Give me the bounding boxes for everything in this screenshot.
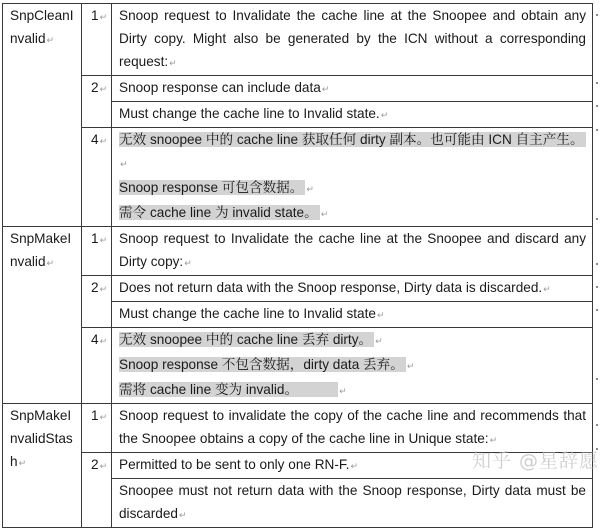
return-mark-icon: ↵: [543, 284, 551, 294]
return-mark-icon: ↵: [99, 336, 108, 346]
item-number: 4↵: [82, 328, 112, 404]
return-mark-icon: ↵: [99, 461, 108, 471]
return-mark-icon: ↵: [46, 35, 55, 45]
translation-note: [112, 128, 593, 227]
return-mark-icon: ↵: [169, 58, 177, 68]
item-number: 2↵: [82, 453, 112, 528]
return-mark-icon: ↵: [375, 336, 383, 346]
highlighted-text: Snoop response 可包含数据。: [119, 180, 304, 195]
row-end-marker: [596, 263, 598, 265]
return-mark-icon: ↵: [99, 412, 108, 422]
row-end-marker: [596, 309, 598, 311]
table-row: [3, 4, 593, 76]
item-number: 1↵: [82, 4, 112, 76]
item-description: Does not return data with the Snoop response, Dirty data is discarded.↵: [112, 276, 593, 302]
table-row: [3, 227, 593, 276]
item-number: 2↵: [82, 276, 112, 328]
table-row: [3, 404, 593, 453]
item-description: Must change the cache line to Invalid state.↵: [112, 102, 593, 128]
item-description: Snoop response can include data↵: [112, 76, 593, 102]
item-number: 4↵: [82, 128, 112, 227]
item-number: 1↵: [82, 404, 112, 453]
return-mark-icon: ↵: [99, 284, 108, 294]
row-end-marker: [596, 448, 598, 450]
item-description: Snoopee must not return data with the Snoop response, Dirty data must be discarded↵: [112, 479, 593, 528]
return-mark-icon: ↵: [99, 84, 108, 94]
return-mark-icon: ↵: [18, 458, 27, 468]
watermark: 知乎 @星辞愿: [472, 450, 600, 472]
table-row: [3, 276, 593, 302]
return-mark-icon: ↵: [406, 361, 415, 371]
request-name-line: nvalid: [10, 254, 46, 269]
item-description: Snoop request to Invalidate the cache line at the Snoopee and discard any Dirty copy:↵: [112, 227, 593, 276]
table-row: [3, 76, 593, 102]
return-mark-icon: ↵: [489, 435, 498, 445]
table-row: [3, 453, 593, 479]
row-end-marker: [596, 82, 598, 84]
return-mark-icon: ↵: [320, 209, 329, 219]
row-end-marker: [596, 14, 598, 16]
request-name-line: SnpMakeI: [10, 231, 72, 246]
table-row: [3, 128, 593, 227]
return-mark-icon: ↵: [46, 258, 55, 268]
return-mark-icon: ↵: [339, 386, 347, 396]
row-end-marker: [596, 218, 598, 220]
row-end-marker: [596, 286, 598, 288]
highlighted-text: 无效 snoopee 中的 cache line 获取任何 dirty 副本。也可能由 ICN 自主产生。: [119, 132, 584, 147]
highlighted-text: 需将 cache line 变为 invalid。: [119, 382, 338, 397]
item-number: 1↵: [82, 227, 112, 276]
row-end-marker: [596, 105, 598, 107]
return-mark-icon: ↵: [99, 12, 108, 22]
return-mark-icon: ↵: [321, 84, 330, 94]
return-mark-icon: ↵: [120, 159, 128, 169]
request-name-cell: [3, 4, 82, 227]
return-mark-icon: ↵: [99, 235, 108, 245]
row-end-marker: [596, 378, 598, 380]
return-mark-icon: ↵: [350, 461, 358, 471]
return-mark-icon: ↵: [184, 258, 192, 268]
request-name-line: SnpCleanI: [10, 8, 74, 23]
return-mark-icon: ↵: [376, 310, 385, 320]
request-name-cell: [3, 404, 82, 528]
request-name-line: nvalidStas: [10, 431, 73, 446]
return-mark-icon: ↵: [306, 184, 314, 194]
item-description: Must change the cache line to Invalid state↵: [112, 302, 593, 328]
translation-note: [112, 328, 593, 404]
highlighted-text: 需令 cache line 为 invalid state。: [119, 205, 318, 220]
request-name-line: SnpMakeI: [10, 408, 72, 423]
snoop-request-table: [2, 3, 593, 528]
item-description: Snoop request to invalidate the copy of the cache line and recommends that the Snoopee obtains a copy of the cache line in Unique state:↵: [112, 404, 593, 453]
row-end-marker: [596, 129, 598, 131]
request-name-cell: [3, 227, 82, 404]
item-description: Snoop request to Invalidate the cache line at the Snoopee and obtain any Dirty copy. Might also be generated by the ICN without a corresponding request:↵: [112, 4, 593, 76]
return-mark-icon: ↵: [178, 510, 187, 520]
highlighted-text: 无效 snoopee 中的 cache line 丢弃 dirty。: [119, 332, 373, 347]
item-description: Permitted to be sent to only one RN-F.↵: [112, 453, 593, 479]
row-end-marker: [596, 424, 598, 426]
return-mark-icon: ↵: [380, 110, 389, 120]
return-mark-icon: ↵: [99, 136, 108, 146]
item-number: 2↵: [82, 76, 112, 128]
table-row: [3, 328, 593, 404]
highlighted-text: Snoop response 不包含数据，dirty data 丢弃。: [119, 357, 404, 372]
request-name-line: nvalid: [10, 31, 46, 46]
request-name-line: h: [10, 454, 18, 469]
